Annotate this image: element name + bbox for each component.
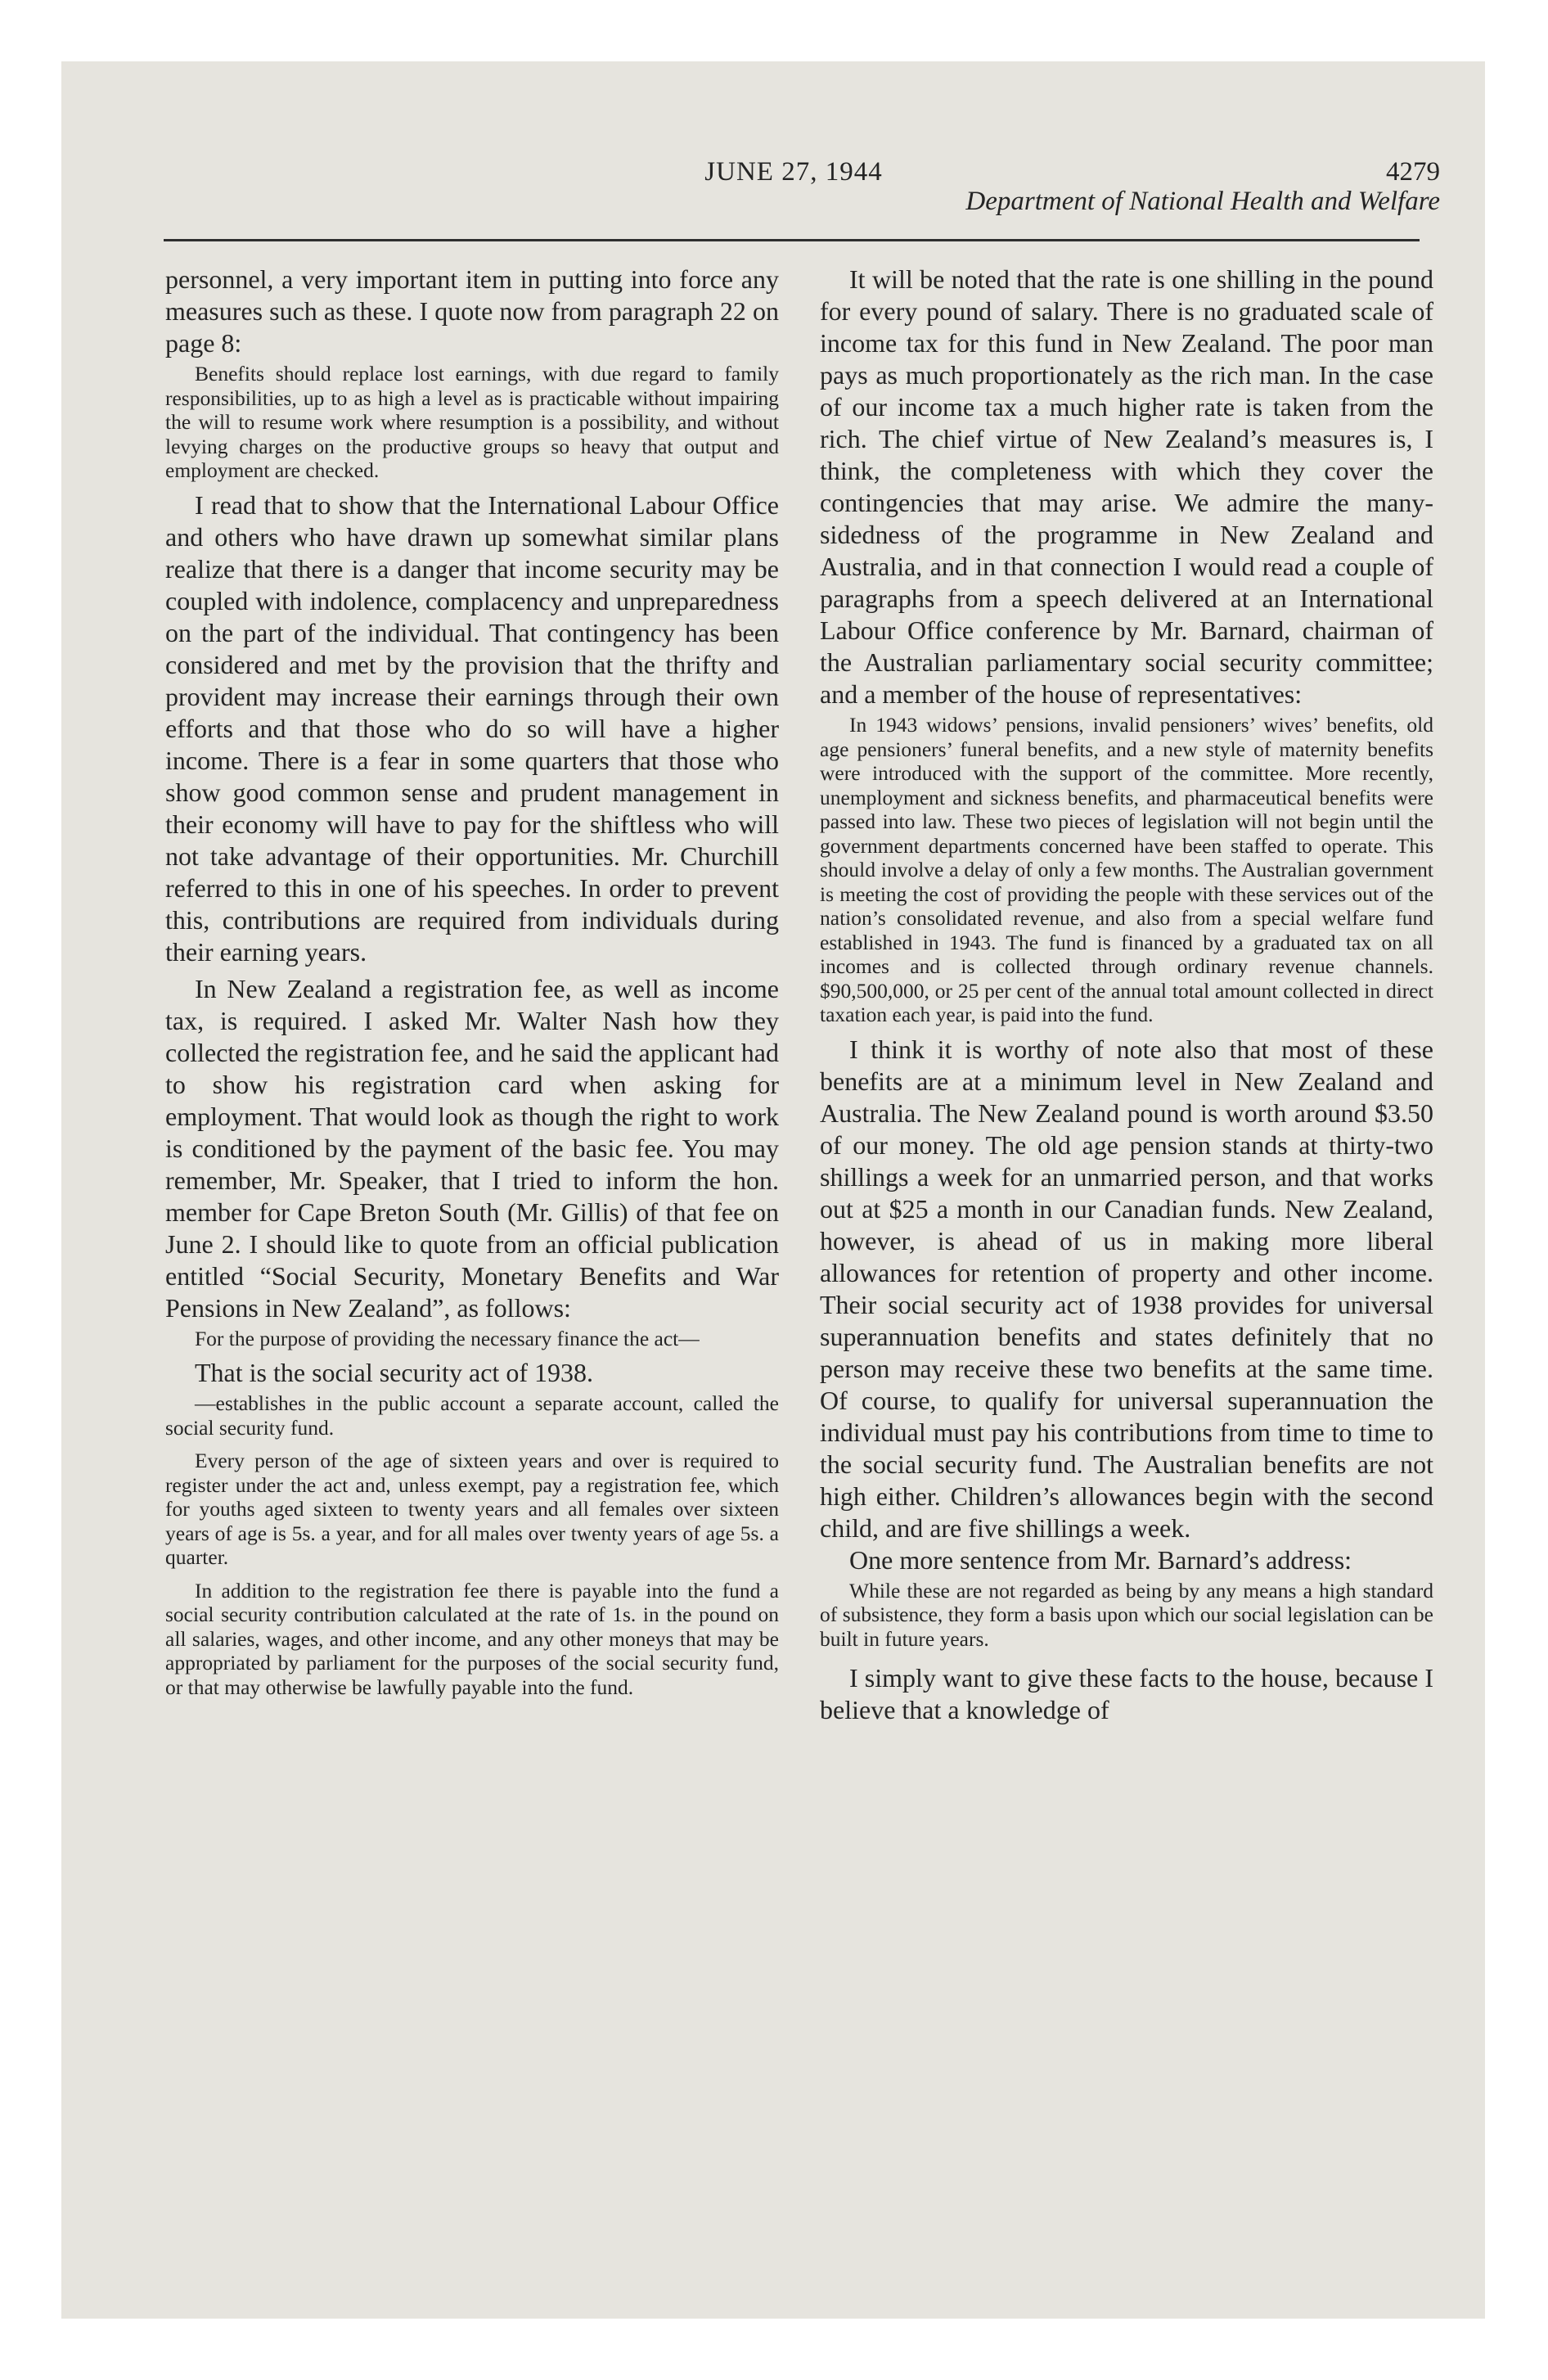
header-date: JUNE 27, 1944 — [704, 157, 883, 187]
paragraph: I read that to show that the International Labour Office and others who have drawn up somewhat similar plans realize that there is a danger that income security may be coupled with indolence, complacency and unpreparedness on the part of the individual. That contingency has been considered and met by the provision that the thrifty and provident may increase their earnings through their own efforts and that those who do so will have a higher income. There is a fear in some quarters that those who show good common sense and prudent management in their economy will have to pay for the shiftless who will not take advantage of their opportunities. Mr. Churchill referred to this in one of his speeches. In order to prevent this, contributions are required from individuals during their earning years. — [165, 489, 779, 967]
block-quote: For the purpose of providing the necessary finance the act— — [195, 1326, 700, 1350]
left-column — [165, 264, 779, 1706]
block-quote: Benefits should replace lost earnings, with due regard to family responsibilities, up to as high a level as is practicable without impairing the will to resume work where resumption is a possibility, and without levying charges on the productive groups so heavy that output and employment are checked. — [165, 362, 779, 482]
block-quote: While these are not regarded as being by any means a high standard of subsistence, they form a basis upon which our social legislation can be built in future years. — [820, 1578, 1433, 1651]
block-quote: Every person of the age of sixteen years and over is required to register under the act and, unless exempt, pay a registration fee, which for youths aged sixteen to twenty years and all females over sixteen years of age is 5s. a year, and for all males over twenty years of age 5s. a quarter. — [165, 1449, 779, 1569]
paragraph: I simply want to give these facts to the house, because I believe that a knowledge of — [820, 1663, 1433, 1724]
paragraph: One more sentence from Mr. Barnard’s address: — [849, 1544, 1352, 1575]
page-number: 4279 — [1386, 157, 1440, 187]
paragraph: I think it is worthy of note also that most of these benefits are at a minimum level in New Zealand and Australia. The New Zealand pound is worth around $3.50 of our money. The old age pension stands at thirty-two shillings a week for an unmarried person, and that works out at $25 a month in our Canadian funds. New Zealand, however, is ahead of us in making more liberal allowances for retention of property and other income. Their social security act of 1938 provides for universal superannuation benefits and states definitely that no person may receive these two benefits at the same time. Of course, to qualify for universal superannuation the individual must pay his contributions from time to time to the social security fund. The Australian benefits are not high either. Children’s allowances begin with the second child, and are five shillings a week. — [820, 1034, 1433, 1543]
block-quote: —establishes in the public account a separate account, called the social security fund. — [165, 1391, 779, 1440]
block-quote: In 1943 widows’ pensions, invalid pensioners’ wives’ benefits, old age pensioners’ funeral benefits, and a new style of maternity benefits were introduced with the support of the committee. More recently, unemployment and sickness benefits, and pharmaceutical benefits were passed into law. These two pieces of legislation will not begin until the government departments concerned have been staffed to operate. This should involve a delay of only a few months. The Australian government is meeting the cost of providing the people with these services out of the nation’s consolidated revenue, and also from a special welfare fund established in 1943. The fund is financed by a graduated tax on all incomes and is collected through ordinary revenue channels. $90,500,000, or 25 per cent of the annual total amount collected in direct taxation each year, is paid into the fund. — [820, 713, 1433, 1026]
paragraph: In New Zealand a registration fee, as well as income tax, is required. I asked Mr. Walter Nash how they collected the registration fee, and he said the applicant had to show his registration card when asking for employment. That would look as though the right to work is conditioned by the payment of the basic fee. You may remember, Mr. Speaker, that I tried to inform the hon. member for Cape Breton South (Mr. Gillis) of that fee on June 2. I should like to quote from an official publication entitled “Social Security, Monetary Benefits and War Pensions in New Zealand”, as follows: — [165, 973, 779, 1323]
paragraph: personnel, a very important item in putting into force any measures such as these. I quote now from paragraph 22 on page 8: — [165, 264, 779, 358]
paragraph: That is the social security act of 1938. — [195, 1358, 593, 1387]
block-quote: In addition to the registration fee there is payable into the fund a social security contribution calculated at the rate of 1s. in the pound on all salaries, wages, and other income, and any other moneys that may be appropriated by parliament for the purposes of the social security fund, or that may otherwise be lawfully payable into the fund. — [165, 1578, 779, 1699]
header-rule — [164, 239, 1420, 241]
paragraph: It will be noted that the rate is one shilling in the pound for every pound of salary. There is no graduated scale of income tax for this fund in New Zealand. The poor man pays as much proportionately as the rich man. In the case of our income tax a much higher rate is taken from the rich. The chief virtue of New Zealand’s measures is, I think, the completeness with which they cover the contingencies that may arise. We admire the many-sidedness of the programme in New Zealand and Australia, and in that connection I would read a couple of paragraphs from a speech delivered at an International Labour Office conference by Mr. Barnard, chairman of the Australian parliamentary social security committee; and a member of the house of representatives: — [820, 264, 1433, 709]
header-department: Department of National Health and Welfare — [965, 187, 1440, 216]
right-column — [820, 264, 1433, 1726]
